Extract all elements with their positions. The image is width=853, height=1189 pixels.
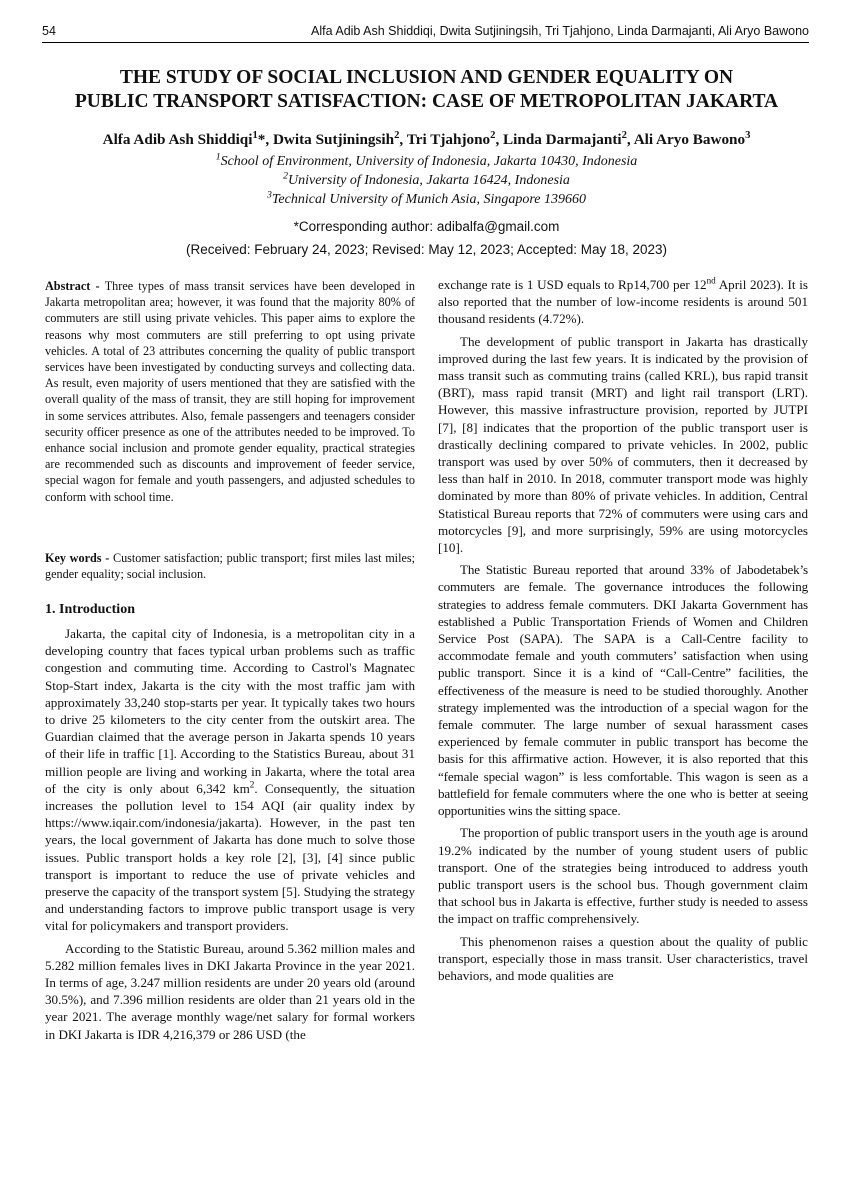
paragraph: The proportion of public transport users in the youth age is around 19.2% indicated by the number of young student users of public transport. One of the strategies being introduced to address youth public transport users is the school bus. Though government claim that school bus in Jakarta is effective, further study is needed to assess the impact on traffic comprehensively. (438, 825, 809, 927)
paragraph: Jakarta, the capital city of Indonesia, is a metropolitan city in a developing country that faces typical urban problems such as traffic congestion and commuting time. According to Castrol's Magnatec Stop-Start index, Jakarta is the city with the most traffic jam with approximately 33,240 stop-starts per year. It typically takes two hours to drive 25 kilometers to the city center from the outskirt area. The Guardian claimed that the average person in Jakarta spends 10 years of their life in traffic [1]. According to the Statistics Bureau, about 31 million people are living and working in Jakarta, where the total area of the city is only about 6,342 $km^2$. Consequently, the situation increases the pollution level to 154 AQI (air quality index by https://www.iqair.com/indonesia/jakarta). However, in the past ten years, the local government of Jakarta has done much to solve those issues. Public transport holds a key role [2], [3], [4] since public transport is important to reduce the use of private vehicles and preserve the capacity of the transport system [5]. Studying the strategy and understanding factors to improve public transport usage is very vital for policymakers and transport providers. (45, 626, 415, 934)
title-line-1: THE STUDY OF SOCIAL INCLUSION AND GENDER EQUALITY ON (119, 67, 734, 88)
keywords-label: Key words (45, 551, 102, 565)
author: Alfa Adib Ash Shiddiqi$^1$*, (102, 129, 273, 148)
paper-title (42, 66, 811, 114)
paragraph: exchange rate is 1 USD equals to Rp14,700 per 12nd April 2023). It is also reported that the number of low-income residents is around 501 thousand residents (4.72%). (438, 275, 808, 327)
page-number: 54 (42, 24, 56, 38)
author: Dwita Sutjiningsih$^2$, (272, 129, 407, 148)
running-head: Alfa Adib Ash Shiddiqi, Dwita Sutjiningsih, Tri Tjahjono, Linda Darmajanti, Ali Aryo Bawono (311, 24, 809, 38)
abstract-label: Abstract (45, 279, 91, 293)
page-header (42, 22, 809, 43)
abstract: Abstract - Three types of mass transit services have been developed in Jakarta metropolitan area; however, it was found that the majority 80% of commuters are still using private vehicles. This paper aims to explore the reasons why most commuters are still preferring to opt using private vehicles. A total of 23 attributes concerning the quality of public transport services have been investigated by conducting surveys and collecting data. As result, even majority of users mentioned that they are satisfied with the overall quality of the mass of transit, they are still hoping for improvement in some services attributes. Also, female passengers and teenagers consider security officer presence as one of the attributes needed to be improved. To enhance social inclusion and promote gender equality, practical strategies are recommended such as discounts and improvement of feeder service, special wagon for female and youth passengers, and adjusted schedules to conform with school time. (45, 279, 415, 504)
received-dates: (Received: February 24, 2023; Revised: May 12, 2023; Accepted: May 18, 2023) (185, 242, 668, 257)
title-line-2: PUBLIC TRANSPORT SATISFACTION: CASE OF METROPOLITAN JAKARTA (74, 91, 779, 112)
keywords-text: Customer satisfaction; public transport; first miles last miles; gender equality; social inclusion. (45, 551, 415, 582)
abstract-text: Three types of mass transit services have been developed in Jakarta metropolitan area; however, it was found that the majority 80% of commuters are still using private vehicles. This paper aims to explore the reasons why most commuters are still preferring to opt using private vehicles. A total of 23 attributes concerning the quality of public transport services have been investigated by conducting surveys and collecting data. As result, even majority of users mentioned that they are satisfied with the overall quality of the mass of transit, they are still hoping for improvement in some services attributes. Also, female passengers and teenagers consider security officer presence as one of the attributes needed to be improved. To enhance social inclusion and promote gender equality, practical strategies are recommended such as discounts and improvement of feeder service, special wagon for female and youth passengers, and adjusted schedules to conform with school time. (45, 279, 415, 504)
author: Linda Darmajanti$^2$, (503, 129, 634, 148)
corresponding-author: *Corresponding author: adibalfa@gmail.com (293, 219, 560, 234)
right-column-body (438, 276, 808, 984)
paragraph: The Statistic Bureau reported that around 33% of Jabodetabek’s commuters are female. The governance introduces the following strategies to address female commuters. DKI Jakarta Government has established a Public Transportation Friends of Women and Children Service Post (SAPA). The SAPA is a Call-Centre facility to accommodate female and youth commuters’ satisfaction when using public transport. Since it is a kind of “Call-Centre” facilities, the effectiveness of the measure is need to be studied thoroughly. Another strategy implemented was the introduction of a special wagon for the female commuter. The large number of sexual harassment cases experienced by female commuter in public transport has become the basis for this affirmative action. However, it is also reported that this “female special wagon” is less comfortable. This wagon is seen as a battlefield for female commuters where the one who is better at seeing opportunities wins the sitting space. (438, 562, 808, 819)
introduction-body (45, 625, 415, 1043)
affiliation-3: $^3$Technical University of Munich Asia, Singapore 139660 (267, 189, 586, 207)
author-list (42, 131, 811, 149)
author: Tri Tjahjono$^2$, (406, 129, 504, 148)
paragraph: This phenomenon raises a question about the quality of public transport, especially those in mass transit. User characteristics, travel behaviors, and mode qualities are (438, 933, 808, 983)
keywords: Key words - Customer satisfaction; public transport; first miles last miles; gender equality; social inclusion. (45, 551, 415, 582)
affiliation-1: $^1$School of Environment, University of Indonesia, Jakarta 10430, Indonesia (215, 151, 638, 169)
section-heading: 1. Introduction (45, 602, 135, 617)
affiliation-2: $^2$University of Indonesia, Jakarta 16424, Indonesia (283, 170, 570, 188)
paragraph: The development of public transport in Jakarta has drastically improved during the last few years. It is indicated by the provision of mass transit such as commuting trains (called KRL), bus rapid transit (BRT), mass rapid transit (MRT) and light rail transport (LRT). However, this massive infrastructure provision, reported by JUTPI [7], [8] indicates that the proportion of the public transport user is drastically declining compared to private vehicles. In 2002, public transport was used by over 50% of commuters, then it decreased by less than half in 2010. In 2018, commuter transport mode was highly dominated by more than 80% of private vehicles. In addition, Central Statistical Bureau reports that 72% of commuters were using cars and motorcycles [9], and more surprisingly, 59% are using motorcycles [10]. (438, 333, 808, 556)
paragraph: According to the Statistic Bureau, around 5.362 million males and 5.282 million females lives in DKI Jakarta Province in the year 2021. In terms of age, 3.247 million residents are under 20 years old (around 30.5%), and 7.396 million residents are older than 21 years old in the year 2021. The average monthly wage/net salary for formal workers in DKI Jakarta is IDR 4,216,379 or 286 USD (the (45, 940, 415, 1042)
author: Ali Aryo Bawono$^3$ (633, 129, 751, 148)
